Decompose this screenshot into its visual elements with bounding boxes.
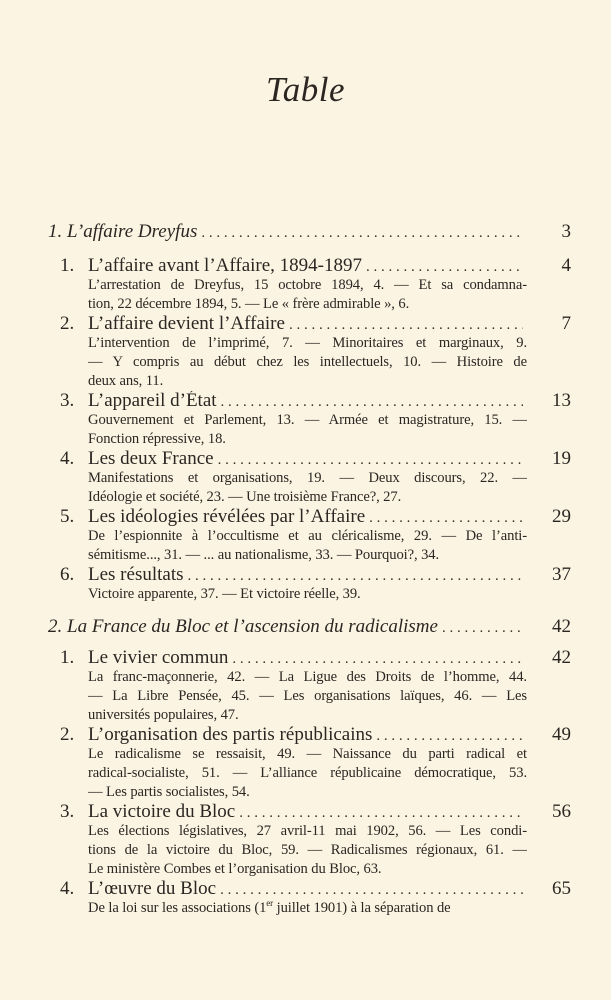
dot-leader: [201, 221, 523, 244]
chapter-heading[interactable]: [60, 879, 571, 899]
subtopic-line: — Les partis socialistes, 54.: [88, 784, 250, 800]
chapter-subtopics: [88, 745, 527, 802]
subtopic-line: La franc-maçonnerie, 42. — La Ligue des Droits de l’homme, 44.: [88, 669, 527, 685]
chapter-heading[interactable]: [60, 802, 571, 822]
subtopic-line: sémitisme..., 31. — ... au nationalisme, 33. — Pourquoi?, 34.: [88, 547, 440, 563]
part-label: 2. La France du Bloc et l’ascension du radicalisme: [48, 616, 438, 637]
dot-leader: [239, 802, 523, 822]
chapter-number: 4.: [60, 449, 75, 469]
chapter-number: 1.: [60, 256, 75, 276]
dot-leader: [218, 449, 523, 469]
part-heading[interactable]: [48, 616, 571, 639]
subtopic-line: L’arrestation de Dreyfus, 15 octobre 1894, 4. — Et sa condamna-: [88, 277, 527, 293]
table-of-contents: [0, 221, 611, 918]
chapter-number: 3.: [60, 391, 75, 411]
chapter-entry: [60, 565, 571, 604]
chapter-subtopics: [88, 585, 527, 604]
subtopic-line: Idéologie et société, 23. — Une troisième France?, 27.: [88, 489, 402, 505]
chapter-title: Le vivier commun: [88, 648, 229, 668]
chapter-heading[interactable]: [60, 256, 571, 276]
chapter-title: L’œuvre du Bloc: [88, 879, 217, 899]
page-number: 65: [552, 879, 571, 899]
chapter-number: 5.: [60, 507, 75, 527]
page-number: 29: [552, 507, 571, 527]
part-label: 1. L’affaire Dreyfus: [48, 221, 198, 242]
dot-leader: [369, 507, 523, 527]
dot-leader: [221, 391, 523, 411]
page-number: 37: [552, 565, 571, 585]
page-number: 19: [552, 449, 571, 469]
chapter-title: La victoire du Bloc: [88, 802, 236, 822]
chapter-subtopics: [88, 469, 527, 507]
subtopic-line: Le ministère Combes et l’organisation du Bloc, 63.: [88, 861, 382, 877]
dot-leader: [442, 616, 523, 639]
chapter-entry: [60, 449, 571, 507]
subtopic-line: Victoire apparente, 37. — Et victoire réelle, 39.: [88, 586, 361, 602]
chapter-subtopics: [88, 411, 527, 449]
chapter-entry: [60, 391, 571, 449]
page-title: Table: [265, 70, 345, 109]
chapter-subtopics: [88, 527, 527, 565]
subtopic-line: deux ans, 11.: [88, 373, 164, 389]
chapter-entry: [60, 256, 571, 314]
subtopic-line: radical-socialiste, 51. — L’alliance républicaine démocratique, 53.: [88, 765, 527, 781]
chapter-entry: [60, 648, 571, 725]
chapter-entry: [60, 725, 571, 802]
chapter-heading[interactable]: [60, 314, 571, 334]
chapter-title: L’organisation des partis républicains: [88, 725, 373, 745]
subtopic-line: — La Libre Pensée, 45. — Les organisations laïques, 46. — Les: [88, 688, 527, 704]
chapter-heading[interactable]: [60, 449, 571, 469]
subtopic-line: Les élections législatives, 27 avril-11 mai 1902, 56. — Les condi-: [88, 823, 527, 839]
subtopic-line: De la loi sur les associations (1er juillet 1901) à la séparation de: [88, 899, 451, 916]
chapter-number: 3.: [60, 802, 75, 822]
subtopic-line: De l’espionnite à l’occultisme et au cléricalisme, 29. — De l’anti-: [88, 528, 527, 544]
dot-leader: [376, 725, 523, 745]
page-number: 42: [552, 616, 571, 637]
page-number: 4: [561, 256, 571, 276]
page-number: 7: [561, 314, 571, 334]
page-number: 56: [552, 802, 571, 822]
chapter-title: Les idéologies révélées par l’Affaire: [88, 507, 366, 527]
chapter-subtopics: [88, 276, 527, 314]
chapter-number: 2.: [60, 314, 75, 334]
chapter-title: L’affaire devient l’Affaire: [88, 314, 285, 334]
chapter-number: 4.: [60, 879, 75, 899]
dot-leader: [366, 256, 523, 276]
page-number: 13: [552, 391, 571, 411]
chapter-heading[interactable]: [60, 391, 571, 411]
chapter-number: 6.: [60, 565, 75, 585]
subtopic-line: Le radicalisme se ressaisit, 49. — Naissance du parti radical et: [88, 746, 527, 762]
chapter-heading[interactable]: [60, 725, 571, 745]
chapter-entry: [60, 507, 571, 565]
page-number: 49: [552, 725, 571, 745]
chapter-subtopics: [88, 668, 527, 725]
chapter-number: 2.: [60, 725, 75, 745]
dot-leader: [188, 565, 523, 585]
subtopic-line: tions de la victoire du Bloc, 59. — Radicalismes régionaux, 61. —: [88, 842, 527, 858]
chapter-entry: [60, 802, 571, 879]
chapter-subtopics: [88, 334, 527, 391]
dot-leader: [232, 648, 523, 668]
part-heading[interactable]: [48, 221, 571, 244]
subtopic-line: tion, 22 décembre 1894, 5. — Le « frère admirable », 6.: [88, 296, 410, 312]
chapter-number: 1.: [60, 648, 75, 668]
dot-leader: [289, 314, 523, 334]
subtopic-line: L’intervention de l’imprimé, 7. — Minoritaires et marginaux, 9.: [88, 335, 527, 351]
subtopic-line: Manifestations et organisations, 19. — Deux discours, 22. —: [88, 470, 527, 486]
subtopic-line: — Y compris au début chez les intellectuels, 10. — Histoire de: [88, 354, 527, 370]
chapter-subtopics: [88, 899, 527, 918]
subtopic-line: Gouvernement et Parlement, 13. — Armée et magistrature, 15. —: [88, 412, 527, 428]
dot-leader: [220, 879, 523, 899]
chapter-title: Les résultats: [88, 565, 184, 585]
chapter-heading[interactable]: [60, 648, 571, 668]
chapter-title: L’affaire avant l’Affaire, 1894-1897: [88, 256, 362, 276]
chapter-title: L’appareil d’État: [88, 391, 217, 411]
chapter-heading[interactable]: [60, 507, 571, 527]
chapter-title: Les deux France: [88, 449, 214, 469]
chapter-entry: [60, 314, 571, 391]
subtopic-line: universités populaires, 47.: [88, 707, 239, 723]
page-number: 42: [552, 648, 571, 668]
subtopic-line: Fonction répressive, 18.: [88, 431, 226, 447]
page-number: 3: [561, 221, 571, 242]
chapter-entry: [60, 879, 571, 918]
chapter-heading[interactable]: [60, 565, 571, 585]
chapter-subtopics: [88, 822, 527, 879]
